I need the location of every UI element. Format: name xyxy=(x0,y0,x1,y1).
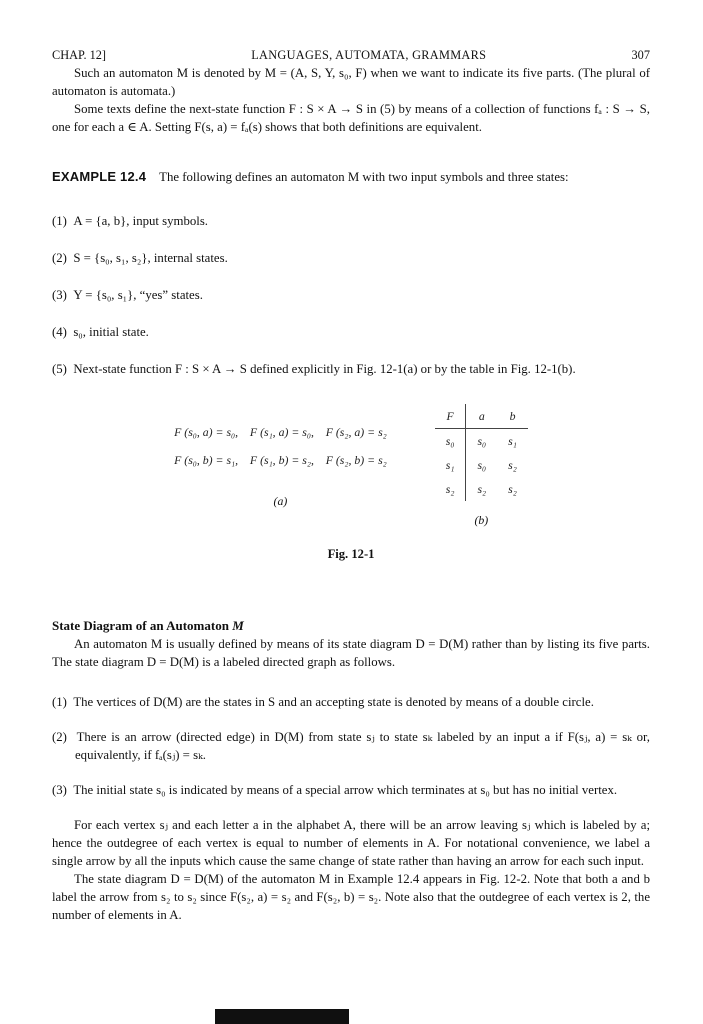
table-cell: s₂ xyxy=(508,482,517,496)
table-cell: b xyxy=(497,404,528,429)
equation-line: F (s₀, b) = s₁, F (s₁, b) = s₂, F (s₂, b) = s₂ xyxy=(174,453,387,467)
table-cell: a xyxy=(466,404,497,429)
item-number: (1) xyxy=(52,695,67,709)
subcaption-b: (b) xyxy=(474,513,489,527)
page-header xyxy=(52,46,650,64)
scan-artifact xyxy=(215,1009,349,1024)
table-cell: s₂ xyxy=(477,482,487,496)
list-item xyxy=(52,360,650,378)
item-text: S = {s₀, s₁, s₂}, internal states. xyxy=(73,251,228,265)
paragraph-outdegree: For each vertex sⱼ and each letter a in the alphabet A, there will be an arrow leaving sⱼ which is labeled by a; hence the outdegree of each vertex is equal to number of elements in A. For notational convenience, we label a single arrow by all the inputs which cause the same change of state rather than having an arrow for each such input. xyxy=(52,818,650,868)
table-cell: s₁ xyxy=(435,453,466,477)
header-chapter: CHAP. 12] xyxy=(52,48,106,62)
item-text: A = {a, b}, input symbols. xyxy=(73,214,209,228)
subcaption-a: (a) xyxy=(273,494,288,508)
item-text: s₀, initial state. xyxy=(73,325,149,339)
item-number: (2) xyxy=(52,730,67,744)
figure-part-a xyxy=(174,404,387,510)
item-text: Y = {s₀, s₁}, “yes” states. xyxy=(73,288,203,302)
example-label: EXAMPLE 12.4 xyxy=(52,169,147,184)
table-cell: F xyxy=(435,404,466,429)
table-row xyxy=(435,477,528,501)
item-number: (1) xyxy=(52,214,67,228)
section-list xyxy=(52,693,650,799)
table-cell: s₀ xyxy=(477,434,487,448)
example-heading xyxy=(52,168,650,186)
table-cell: s₀ xyxy=(477,458,487,472)
list-item xyxy=(52,323,650,341)
table-header-row xyxy=(435,404,528,429)
example-list xyxy=(52,212,650,378)
item-text: There is an arrow (directed edge) in D(M) from state sⱼ to state sₖ labeled by an input a if F(sⱼ, a) = sₖ or, equivalently, if fₐ(sⱼ) = sₖ. xyxy=(75,730,651,762)
item-number: (2) xyxy=(52,251,67,265)
paragraph-state-diagram: An automaton M is usually defined by means of its state diagram D = D(M) rather than by listing its five parts. The state diagram D = D(M) is a labeled directed graph as follows. xyxy=(52,637,650,669)
section-heading-variable: M xyxy=(232,618,244,633)
header-running-title: LANGUAGES, AUTOMATA, GRAMMARS xyxy=(251,48,487,62)
table-cell: s₀ xyxy=(435,429,466,454)
paragraph-denoted: Such an automaton M is denoted by M = (A, S, Y, s₀, F) when we want to indicate its five parts. (The plural of automaton is automata.) xyxy=(52,66,650,98)
figure-12-1 xyxy=(52,404,650,529)
table-cell: s₂ xyxy=(435,477,466,501)
list-item xyxy=(52,693,650,711)
section-heading-text: State Diagram of an Automaton xyxy=(52,618,233,633)
item-number: (5) xyxy=(52,362,67,376)
item-text: Next-state function F : S × A → S defined explicitly in Fig. 12-1(a) or by the table in Fig. 12-1(b). xyxy=(73,362,576,376)
list-item xyxy=(52,212,650,230)
page-number: 307 xyxy=(631,48,650,62)
figure-caption: Fig. 12-1 xyxy=(327,547,375,561)
item-number: (3) xyxy=(52,288,67,302)
paragraph-next-state: Some texts define the next-state function F : S × A → S in (5) by means of a collection of functions fₐ : S → S, one for each a ∈ A. Setting F(s, a) = fₐ(s) shows that both definitions are equivalent. xyxy=(52,102,650,134)
example-intro: The following defines an automaton M with two input symbols and three states: xyxy=(159,170,569,184)
list-item xyxy=(52,781,650,799)
list-item xyxy=(52,286,650,304)
item-text: The vertices of D(M) are the states in S and an accepting state is denoted by means of a double circle. xyxy=(73,695,594,709)
table-cell: s₂ xyxy=(508,458,517,472)
table-cell: s₁ xyxy=(508,434,517,448)
table-row xyxy=(435,453,528,477)
figure-part-b xyxy=(435,404,528,529)
table-row xyxy=(435,429,528,454)
state-table xyxy=(435,404,528,501)
paragraph-fig-12-2: The state diagram D = D(M) of the automaton M in Example 12.4 appears in Fig. 12-2. Note that both a and b label the arrow from s₂ to s₂ since F(s₂, a) = s₂ and F(s₂, b) = s₂. Note also that the outdegree of each vertex is 2, the number of elements in A. xyxy=(52,872,650,922)
section-heading xyxy=(52,617,650,635)
item-number: (3) xyxy=(52,783,67,797)
equation-line: F (s₀, a) = s₀, F (s₁, a) = s₀, F (s₂, a) = s₂ xyxy=(174,425,387,439)
item-number: (4) xyxy=(52,325,67,339)
item-text: The initial state s₀ is indicated by means of a special arrow which terminates at s₀ but has no initial vertex. xyxy=(73,783,618,797)
list-item xyxy=(52,728,650,764)
list-item xyxy=(52,249,650,267)
